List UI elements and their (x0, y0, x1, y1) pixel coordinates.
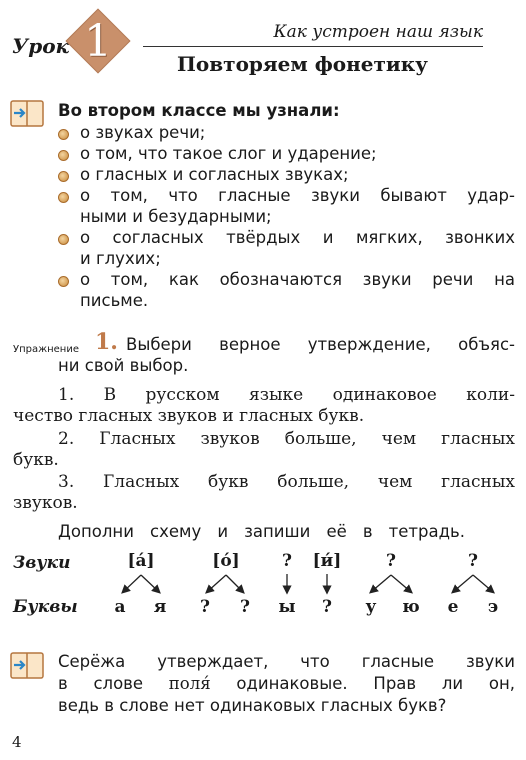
bullet-marker (58, 234, 69, 245)
lesson-number: 1 (84, 15, 112, 67)
exercise-number: 1. (95, 329, 118, 355)
statement: чество гласных звуков и гласных букв. (13, 406, 365, 426)
question-text: Серёжа утверждает, что гласные звуки (58, 652, 515, 671)
list-item: о том, что гласные звуки бывают удар- (80, 186, 515, 205)
question-text-part: одинаковые. Прав ли он, (210, 674, 515, 693)
question-text (58, 673, 515, 695)
list-item: письме. (80, 291, 149, 310)
letter-symbol: ы (278, 597, 296, 617)
list-item: о согласных твёрдых и мягких, звонких (80, 228, 515, 247)
sound-symbol: [о́] (212, 551, 240, 571)
header-divider (143, 46, 483, 47)
statement: 3. Гласных букв больше, чем гласных (58, 472, 515, 492)
bullet-marker (58, 171, 69, 182)
letter-symbol: ? (322, 597, 332, 617)
statement: 2. Гласных звуков больше, чем гласных (58, 429, 515, 449)
exercise-task: ни свой выбор. (58, 356, 189, 375)
letter-symbol: я (153, 597, 167, 617)
bullet-marker (58, 129, 69, 140)
letter-symbol: ? (240, 597, 250, 617)
book-icon (10, 98, 44, 128)
bullet-marker (58, 192, 69, 203)
bullet-marker (58, 150, 69, 161)
lesson-label: Урок (12, 34, 70, 58)
list-item: о звуках речи; (80, 123, 206, 142)
sound-symbol: [и́] (312, 551, 342, 571)
sound-symbol: ? (282, 551, 292, 571)
list-item: ными и безударными; (80, 207, 272, 226)
sound-symbol: [а́] (127, 551, 155, 571)
intro-heading: Во втором классе мы узнали: (58, 101, 340, 120)
letter-symbol: ю (402, 597, 420, 617)
section-title: Как устроен наш язык (273, 22, 483, 42)
letter-symbol: э (487, 597, 499, 617)
statement: звуков. (13, 493, 78, 513)
book-icon (10, 650, 44, 680)
list-item: о том, что такое слог и ударение; (80, 144, 377, 163)
lesson-title: Повторяем фонетику (177, 52, 428, 76)
letters-row-label: Буквы (13, 597, 78, 617)
exercise-task: Выбери верное утверждение, объяс- (126, 335, 515, 354)
letter-symbol: у (365, 597, 377, 617)
letter-symbol: а (114, 597, 126, 617)
question-text-part: в слове (58, 674, 169, 693)
page-number: 4 (12, 733, 22, 751)
exercise-label: Упражнение (13, 344, 79, 355)
question-text: ведь в слове нет одинаковых гласных букв? (58, 696, 447, 715)
sound-symbol: ? (468, 551, 478, 571)
sound-symbol: ? (386, 551, 396, 571)
example-word: поля́ (168, 674, 211, 693)
list-item: о гласных и согласных звуках; (80, 165, 349, 184)
list-item: о том, как обозначаются звуки речи на (80, 270, 515, 289)
statement: букв. (13, 450, 59, 470)
letter-symbol: ? (200, 597, 210, 617)
scheme-task: Дополни схему и запиши её в тетрадь. (58, 522, 465, 541)
scheme-arrows (0, 570, 526, 600)
list-item: и глухих; (80, 249, 161, 268)
letter-symbol: е (447, 597, 459, 617)
sounds-row-label: Звуки (13, 553, 71, 573)
bullet-marker (58, 276, 69, 287)
statement: 1. В русском языке одинаковое коли- (58, 385, 515, 405)
